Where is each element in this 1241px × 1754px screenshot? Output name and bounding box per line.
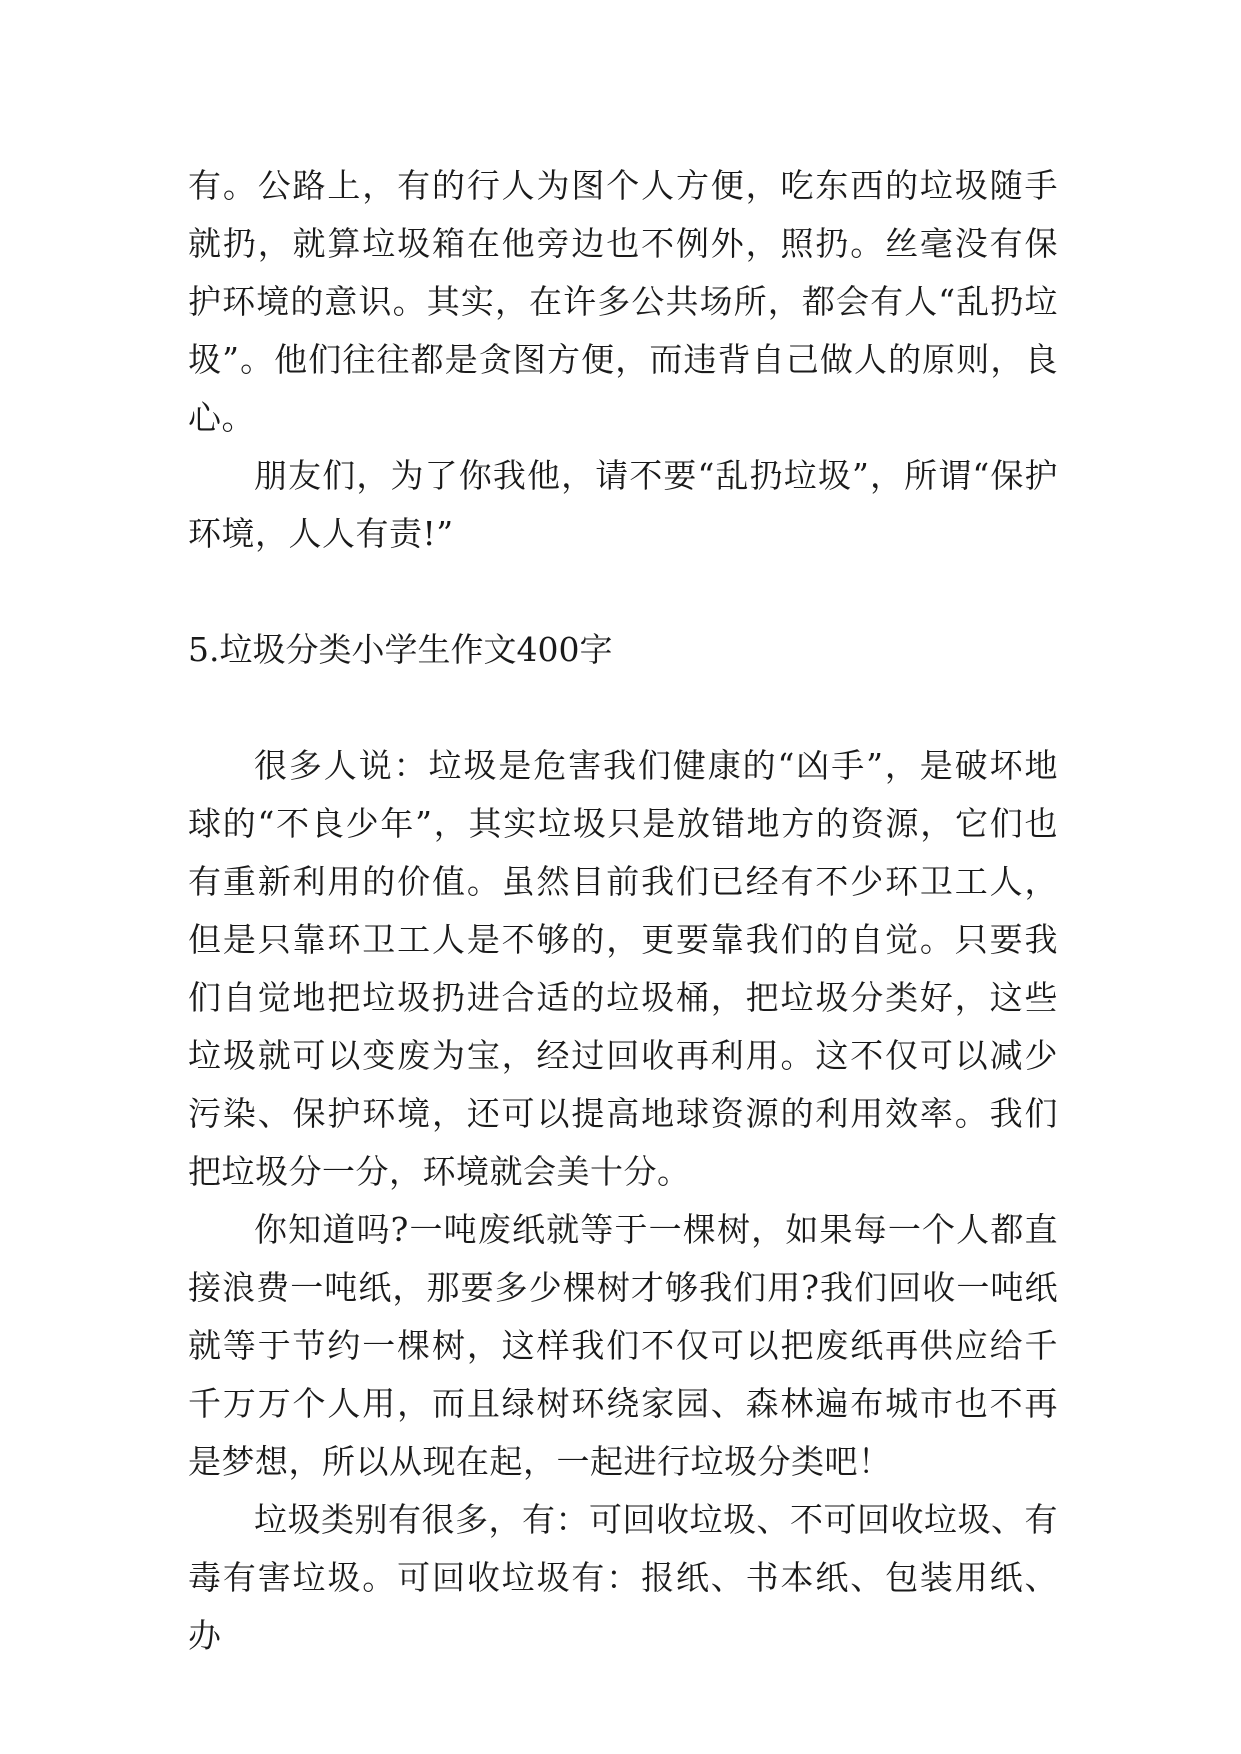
essay-paragraph-3: 垃圾类别有很多，有：可回收垃圾、不可回收垃圾、有毒有害垃圾。可回收垃圾有：报纸、书本纸、包装用纸、办 — [188, 1500, 1058, 1655]
paragraph-appeal: 朋友们，为了你我他，请不要“乱扔垃圾”，所谓“保护环境，人人有责!” — [188, 456, 1058, 553]
document-body — [188, 157, 1058, 1665]
essay-paragraph-2: 你知道吗?一吨废纸就等于一棵树，如果每一个人都直接浪费一吨纸，那要多少棵树才够我们用?我们回收一吨纸就等于节约一棵树，这样我们不仅可以把废纸再供应给千千万万个人用，而且绿树环绕家园、森林遍布城市也不再是梦想，所以从现在起，一起进行垃圾分类吧！ — [188, 1210, 1058, 1481]
essay-paragraph-1: 很多人说：垃圾是危害我们健康的“凶手”，是破坏地球的“不良少年”，其实垃圾只是放错地方的资源，它们也有重新利用的价值。虽然目前我们已经有不少环卫工人，但是只靠环卫工人是不够的，更要靠我们的自觉。只要我们自觉地把垃圾扔进合适的垃圾桶，把垃圾分类好，这些垃圾就可以变废为宝，经过回收再利用。这不仅可以减少污染、保护环境，还可以提高地球资源的利用效率。我们把垃圾分一分，环境就会美十分。 — [188, 746, 1058, 1191]
essay-heading: 5.垃圾分类小学生作文400字 — [188, 630, 613, 669]
paragraph-continued: 有。公路上，有的行人为图个人方便，吃东西的垃圾随手就扔，就算垃圾箱在他旁边也不例外，照扔。丝毫没有保护环境的意识。其实，在许多公共场所，都会有人“乱扔垃圾”。他们往往都是贪图方便，而违背自己做人的原则，良心。 — [188, 166, 1058, 437]
